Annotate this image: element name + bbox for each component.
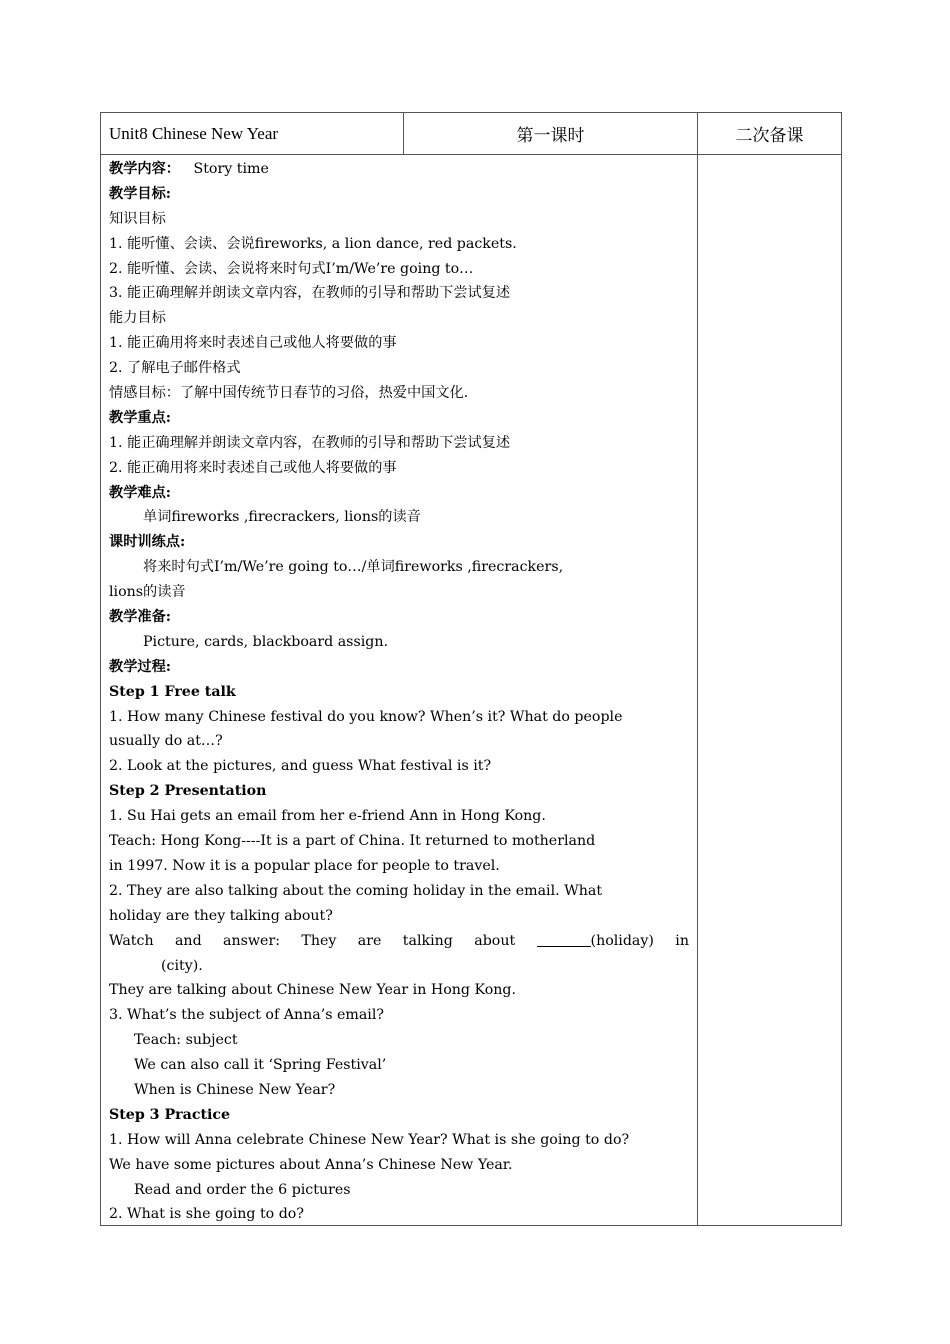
text-line: Teach: subject	[134, 1032, 238, 1049]
training-points-heading: 课时训练点:	[109, 534, 186, 551]
preparation-heading: 教学准备:	[109, 609, 171, 626]
text-line: Read and order the 6 pictures	[134, 1181, 351, 1198]
second-prep-label: 二次备课	[698, 113, 841, 155]
text-line: 3. 能正确理解并朗读文章内容，在教师的引导和帮助下尝试复述	[109, 285, 511, 302]
text-line: 1. 能听懂、会读、会说fireworks, a lion dance, red packets.	[109, 235, 517, 252]
unit-title: Unit8 Chinese New Year	[101, 113, 404, 155]
knowledge-objectives-label: 知识目标	[109, 210, 166, 227]
text-line: 将来时句式I’m/We’re going to…/单词fireworks ,firecrackers,	[143, 559, 564, 576]
text-line: 2. 能正确用将来时表述自己或他人将要做的事	[109, 459, 397, 476]
text-line: lions的读音	[109, 584, 186, 601]
text-line: They are talking about Chinese New Year in Hong Kong.	[109, 982, 516, 999]
text-line: 1. How many Chinese festival do you know? When’s it? What do people	[109, 708, 623, 725]
text-line: holiday are they talking about?	[109, 907, 333, 924]
step-heading: Step 1 Free talk	[109, 683, 236, 700]
text-line: 1. 能正确理解并朗读文章内容，在教师的引导和帮助下尝试复述	[109, 434, 511, 451]
text-line: 1. 能正确用将来时表述自己或他人将要做的事	[109, 335, 397, 352]
emotional-objectives: 情感目标：了解中国传统节日春节的习俗，热爱中国文化.	[109, 385, 469, 402]
text-line: Teach: Hong Kong----It is a part of China. It returned to motherland	[109, 833, 596, 850]
answer-blank	[537, 932, 591, 947]
text-line: When is Chinese New Year?	[134, 1081, 336, 1098]
lesson-content	[101, 155, 698, 1225]
text-line: 1. Su Hai gets an email from her e-friend Ann in Hong Kong.	[109, 808, 546, 825]
text-line: 单词fireworks ,firecrackers, lions的读音	[143, 509, 421, 526]
text-line: in 1997. Now it is a popular place for people to travel.	[109, 857, 500, 874]
difficult-points-heading: 教学难点:	[109, 484, 171, 501]
teaching-content-line: 教学内容： Story time	[109, 161, 269, 177]
teaching-process-heading: 教学过程:	[109, 658, 171, 675]
key-points-heading: 教学重点:	[109, 409, 171, 426]
text-line: 2. Look at the pictures, and guess What festival is it?	[109, 758, 492, 775]
text-line: 2. 能听懂、会读、会说将来时句式I’m/We’re going to…	[109, 260, 474, 277]
step-heading: Step 3 Practice	[109, 1106, 231, 1123]
watch-and-answer-line: Watch and answer: They are talking about (holiday) in	[109, 932, 689, 949]
text-line: 2. What is she going to do?	[109, 1206, 304, 1223]
second-prep-column	[698, 155, 841, 1225]
text-line: 3. What’s the subject of Anna’s email?	[109, 1007, 384, 1024]
text-line: We can also call it ‘Spring Festival’	[134, 1057, 387, 1074]
ability-objectives-label: 能力目标	[109, 310, 166, 327]
text-line: Picture, cards, blackboard assign.	[143, 633, 388, 650]
lesson-plan-table	[100, 112, 842, 1226]
teaching-objectives-heading: 教学目标:	[109, 185, 171, 202]
text-line: We have some pictures about Anna’s Chinese New Year.	[109, 1156, 513, 1173]
text-line: usually do at…?	[109, 733, 223, 750]
text-line: 2. 了解电子邮件格式	[109, 360, 241, 377]
session-label: 第一课时	[404, 113, 698, 155]
text-line: 2. They are also talking about the coming holiday in the email. What	[109, 882, 603, 899]
text-line: 1. How will Anna celebrate Chinese New Year? What is she going to do?	[109, 1131, 630, 1148]
text-line: (city).	[161, 957, 203, 974]
step-heading: Step 2 Presentation	[109, 783, 267, 800]
